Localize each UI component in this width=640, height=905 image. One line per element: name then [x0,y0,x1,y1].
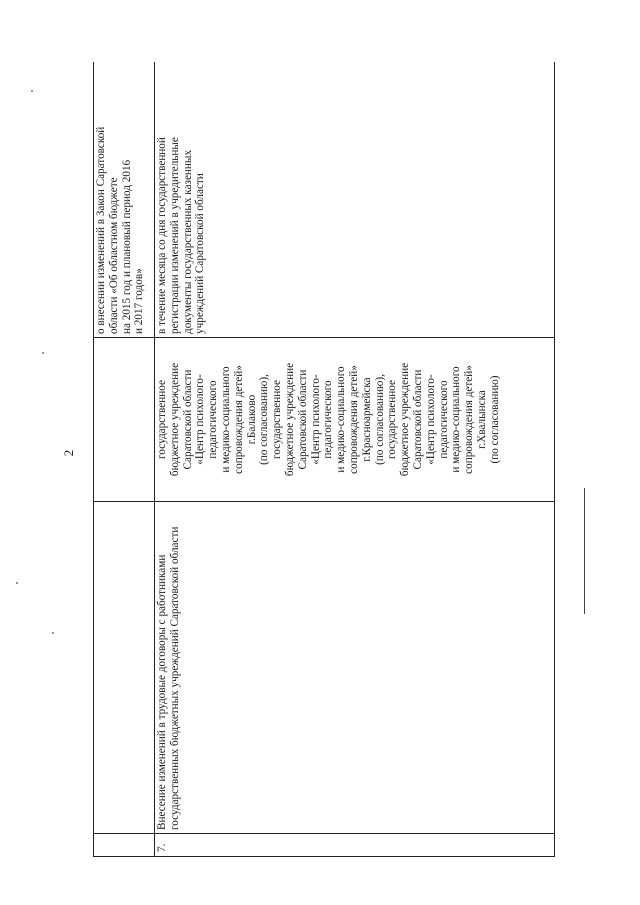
executor-line: педагогического [322,380,335,459]
executor-line: г.Балаково [245,394,258,445]
executor-line: государственное [271,380,284,459]
executor-line: педагогического [207,380,220,459]
cell-deadline [94,62,155,338]
executor-line: (по согласованию), [258,374,271,465]
executor-line: «Центр психолого- [194,374,207,465]
executor-line: Саратовской области [411,369,424,470]
deadline-line: области «Об областном бюджете [107,177,120,334]
executor-line: бюджетное учреждение [399,362,412,477]
executor-line: сопровождения детей» [463,365,476,474]
executor-line: г.Хвалынска [475,390,488,449]
executor-line: «Центр психолого- [309,374,322,465]
scan-speck [42,352,44,354]
executor-line: и медико-социального [450,366,463,473]
deadline-line: документы государственных казенных [181,149,194,334]
scan-speck [31,90,33,92]
deadline-line: учреждений Саратовской области [194,173,207,334]
cell-number-empty [94,834,155,857]
scan-speck [52,632,54,634]
rotated-table [93,62,555,857]
executor-line: (по согласованию), [373,374,386,465]
executor-line: г.Красноармейска [360,377,373,462]
cell-event-empty [94,502,155,834]
executor-line: сопровождения детей» [347,365,360,474]
executor-line: бюджетное учреждение [283,362,296,477]
deadline-line: о внесении изменений в Закон Саратовской [95,126,107,334]
deadline-line: в течение месяца со дня государственной [156,137,168,334]
table-container [93,62,555,857]
executor-line: бюджетное учреждение [168,362,181,477]
deadline-line: и 2017 годов» [133,268,146,334]
executor-line: «Центр психолого- [424,374,437,465]
executor-line: государственное [386,380,399,459]
cell-deadline [155,62,555,338]
table-row-7 [155,62,555,857]
deadline-line: на 2015 год и плановый период 2016 [120,159,133,334]
action-plan-table [93,62,555,857]
executor-line: педагогического [437,380,450,459]
cell-executor [155,338,555,502]
executor-line: Саратовской области [181,369,194,470]
executor-line: (по согласованию) [488,375,501,464]
page-number: 2 [61,449,76,457]
deadline-line: регистрации изменений в учредительные [168,137,181,334]
executor-line: государственное [156,380,168,459]
executor-line: Саратовской области [296,369,309,470]
cell-event: Внесение изменений в трудовые договоры с работниками государственных бюджетных учреждений Саратовской области [155,502,555,834]
executor-line: и медико-социального [219,366,232,473]
cell-number: 7. [155,834,555,857]
executor-line: сопровождения детей» [232,365,245,474]
table-row [94,62,155,857]
signature-line [584,488,585,614]
executor-line: и медико-социального [335,366,348,473]
cell-executor-empty [94,338,155,502]
scan-speck [16,582,18,584]
